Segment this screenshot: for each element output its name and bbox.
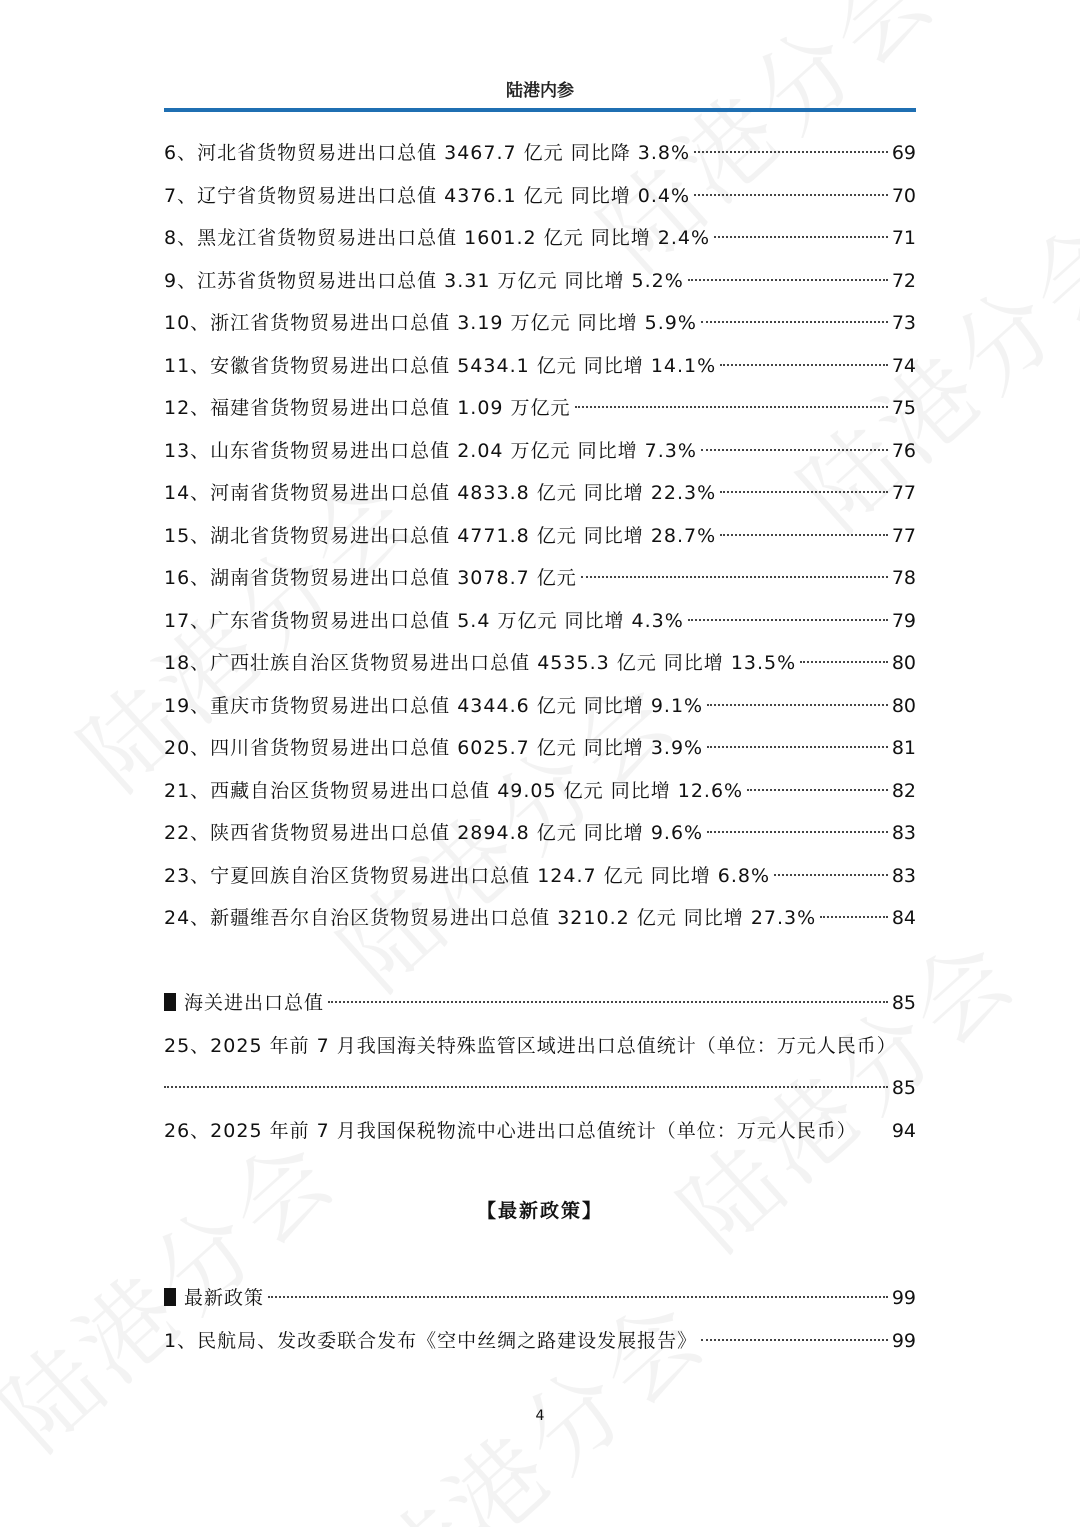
toc-row[interactable]: 10、浙江省货物贸易进出口总值 3.19 万亿元 同比增 5.9% 73 [164,312,916,334]
square-bullet-icon [164,1288,176,1306]
toc-row[interactable]: 19、重庆市货物贸易进出口总值 4344.6 亿元 同比增 9.1% 80 [164,694,916,717]
page-number: 4 [535,1408,545,1424]
toc-row[interactable]: 20、四川省货物贸易进出口总值 6025.7 亿元 同比增 3.9% 81 [164,737,916,759]
toc-row-policy-1[interactable]: 1、民航局、发改委联合发布《空中丝绸之路建设发展报告》 99 [164,1329,916,1352]
policy-toc-list [164,1277,916,1362]
toc-row[interactable]: 17、广东省货物贸易进出口总值 5.4 万亿元 同比增 4.3% 79 [164,609,916,632]
toc-row-26[interactable]: 26、2025 年前 7 月我国保税物流中心进出口总值统计（单位：万元人民币） 94 [164,1119,916,1142]
toc-row-25[interactable]: 25、2025 年前 7 月我国海关特殊监管区域进出口总值统计（单位：万元人民币） [164,1034,897,1057]
square-bullet-icon [164,993,176,1011]
toc-row[interactable]: 13、山东省货物贸易进出口总值 2.04 万亿元 同比增 7.3% 76 [164,439,916,462]
toc-row[interactable]: 14、河南省货物贸易进出口总值 4833.8 亿元 同比增 22.3% 77 [164,482,916,504]
toc-row-25-continuation[interactable]: 85 [164,1067,916,1110]
toc-row[interactable]: 21、西藏自治区货物贸易进出口总值 49.05 亿元 同比增 12.6% 82 [164,779,916,802]
toc-row[interactable]: 7、辽宁省货物贸易进出口总值 4376.1 亿元 同比增 0.4% 70 [164,184,916,207]
toc-row[interactable]: 18、广西壮族自治区货物贸易进出口总值 4535.3 亿元 同比增 13.5% 80 [164,652,916,674]
toc-gap [164,940,916,983]
policy-section-title: 【最新政策】 [476,1200,603,1222]
toc-list [164,132,916,1152]
toc-heading-customs[interactable]: 海关进出口总值 85 [164,982,916,1025]
toc-row[interactable]: 12、福建省货物贸易进出口总值 1.09 万亿元 75 [164,397,916,419]
toc-heading-policy[interactable]: 最新政策 99 [164,1277,916,1320]
toc-row[interactable]: 22、陕西省货物贸易进出口总值 2894.8 亿元 同比增 9.6% 83 [164,822,916,844]
toc-row[interactable]: 9、江苏省货物贸易进出口总值 3.31 万亿元 同比增 5.2% 72 [164,269,916,292]
toc-row[interactable]: 8、黑龙江省货物贸易进出口总值 1601.2 亿元 同比增 2.4% 71 [164,227,916,249]
toc-row[interactable]: 6、河北省货物贸易进出口总值 3467.7 亿元 同比降 3.8% 69 [164,142,916,164]
toc-row[interactable]: 16、湖南省货物贸易进出口总值 3078.7 亿元 78 [164,567,916,589]
toc-row[interactable]: 24、新疆维吾尔自治区货物贸易进出口总值 3210.2 亿元 同比增 27.3% 84 [164,907,916,929]
page-header-title: 陆港内参 [506,81,574,101]
toc-row[interactable]: 15、湖北省货物贸易进出口总值 4771.8 亿元 同比增 28.7% 77 [164,524,916,547]
header-rule [164,108,916,112]
toc-row[interactable]: 11、安徽省货物贸易进出口总值 5434.1 亿元 同比增 14.1% 74 [164,354,916,377]
toc-row[interactable]: 23、宁夏回族自治区货物贸易进出口总值 124.7 亿元 同比增 6.8% 83 [164,864,916,887]
